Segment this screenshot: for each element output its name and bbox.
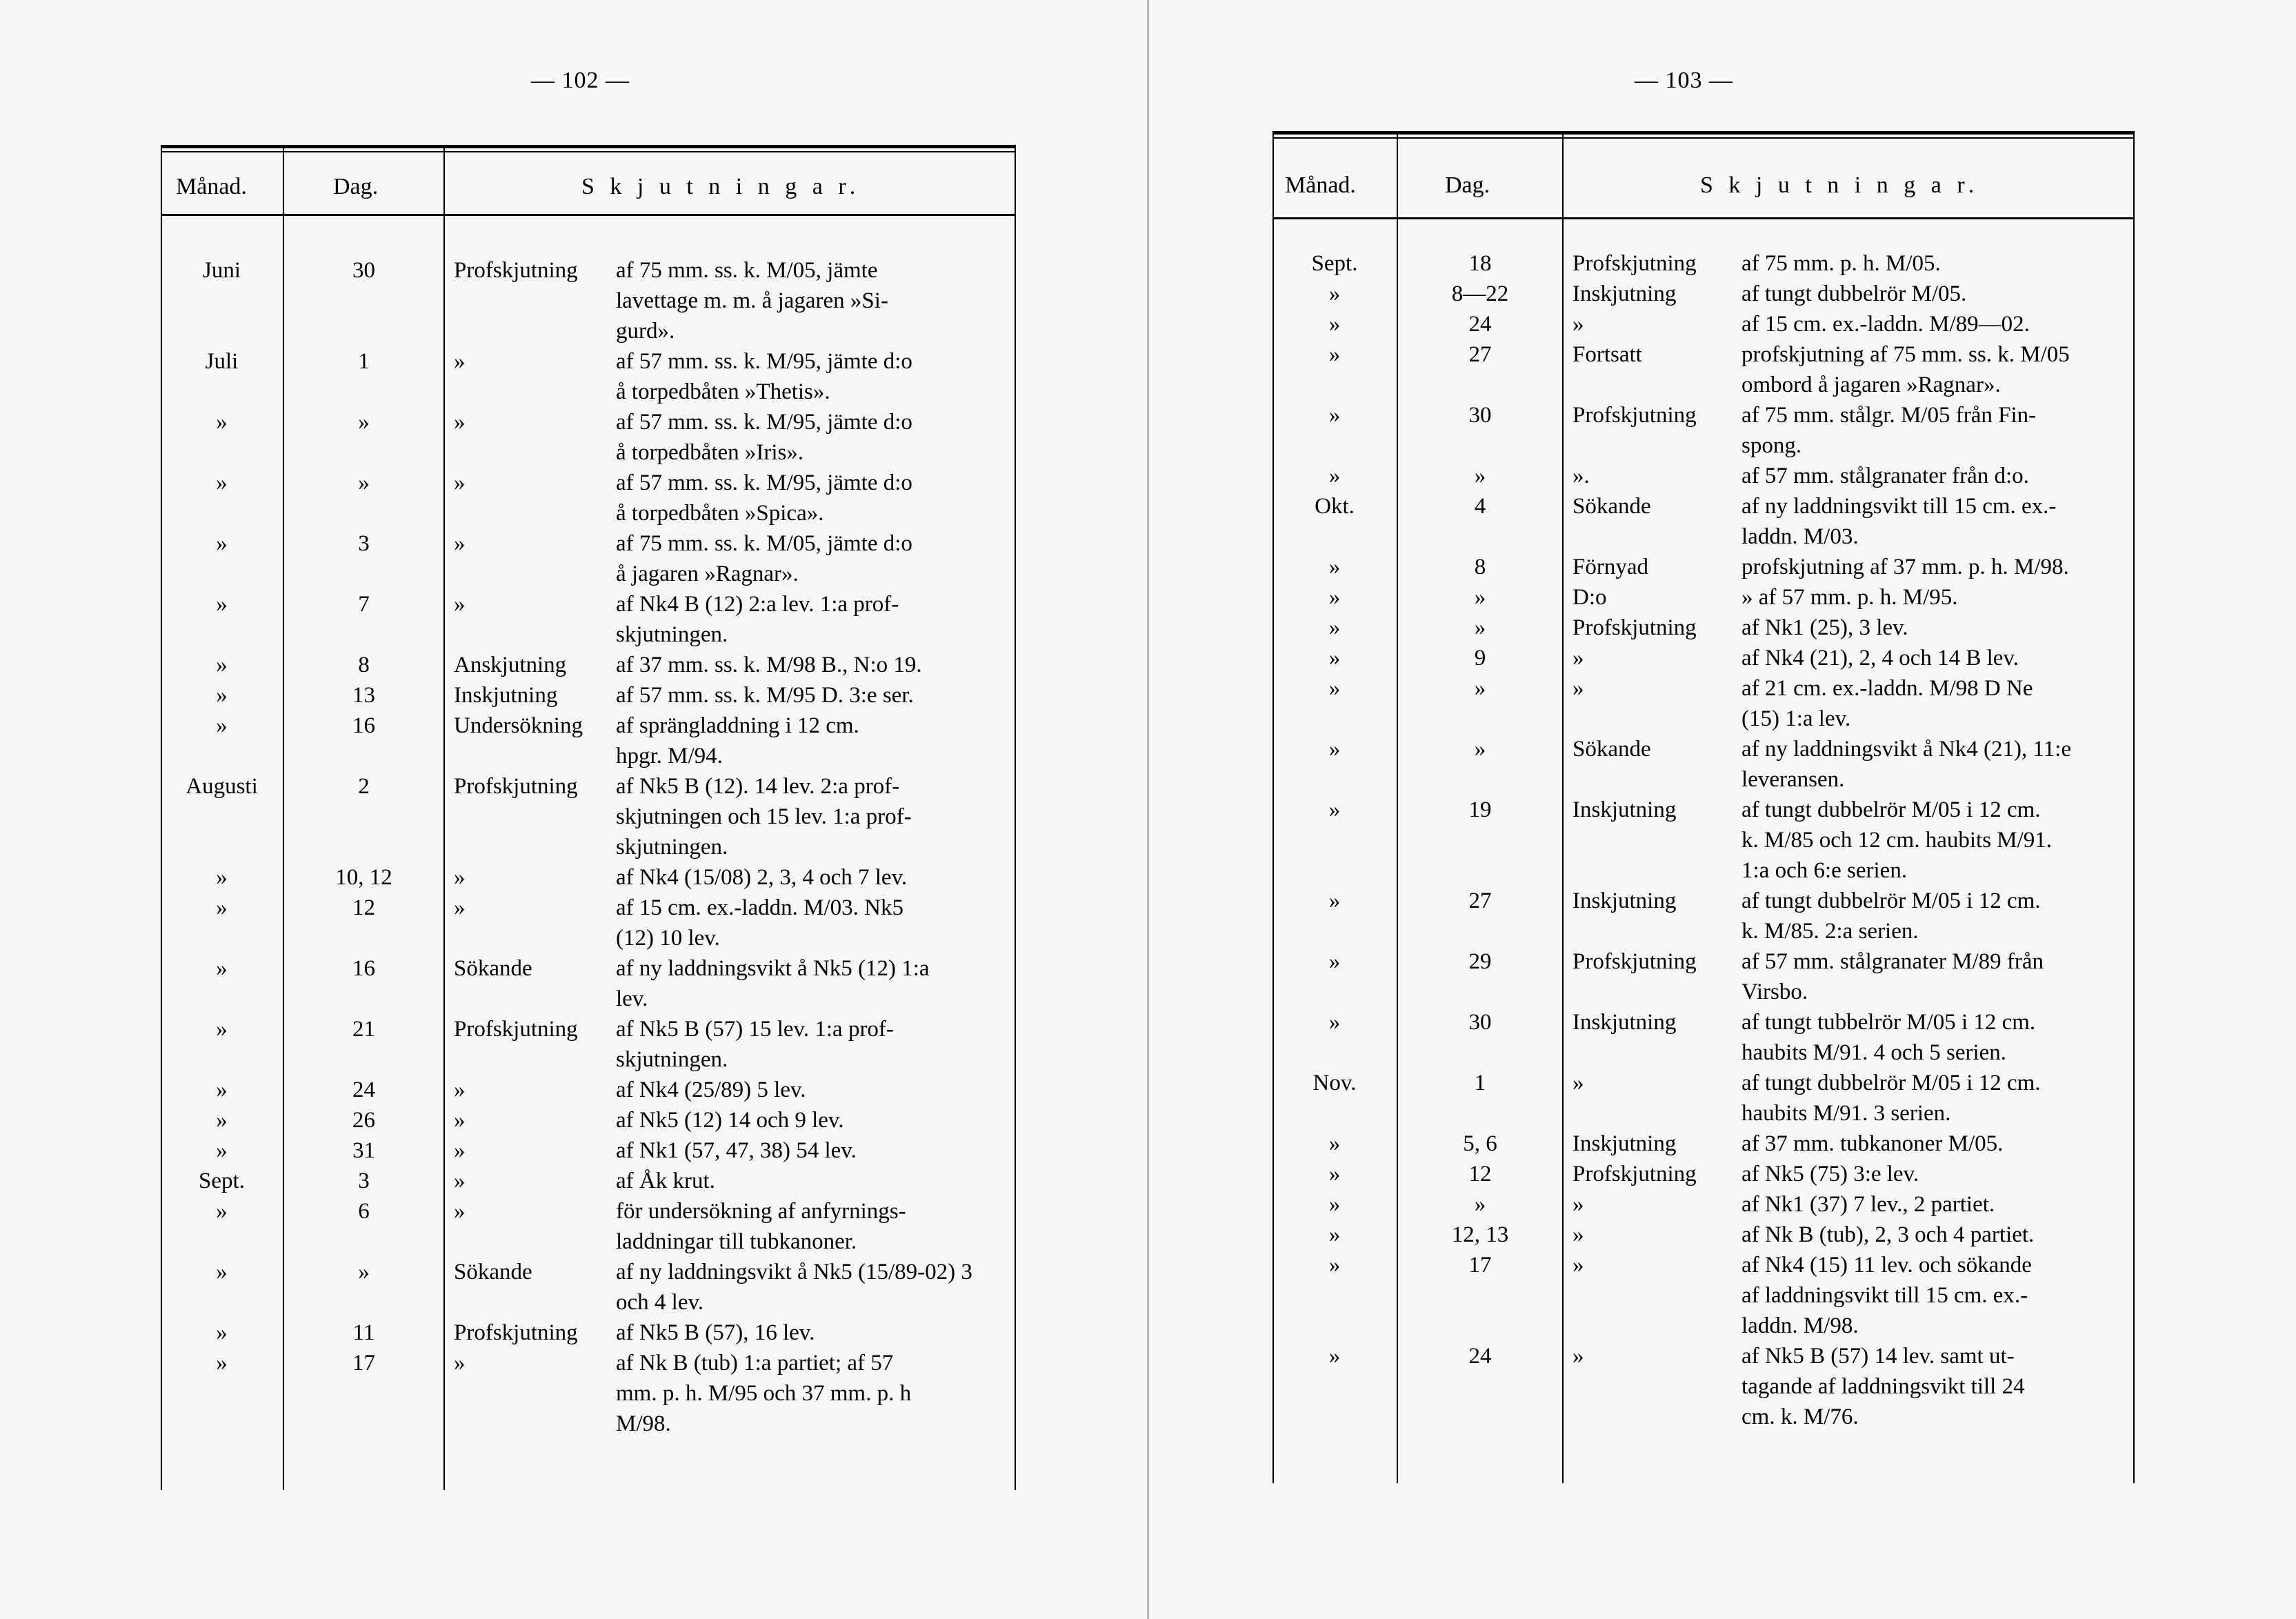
entry-text-continued: 1:a och 6:e serien.	[1741, 858, 1908, 883]
entry-text: af tungt dubbelrör M/05 i 12 cm.	[1741, 1071, 2041, 1095]
entry-type: Sökande	[454, 1260, 532, 1284]
entry-text: profskjutning af 37 mm. p. h. M/98.	[1741, 555, 2069, 579]
day-cell: 31	[352, 1138, 375, 1163]
entry-text-continued: lavettage m. m. å jagaren »Si-	[616, 288, 888, 313]
day-cell: 30	[1468, 403, 1492, 428]
month-cell: »	[1328, 312, 1341, 337]
entry-text-continued: och 4 lev.	[616, 1290, 704, 1315]
entry-text-continued: tagande af laddningsvikt till 24	[1741, 1374, 2025, 1399]
day-cell: 8	[358, 653, 370, 677]
day-cell: 29	[1468, 949, 1492, 974]
entry-text-continued: hpgr. M/94.	[616, 744, 723, 768]
month-cell: Sept.	[1311, 251, 1358, 276]
entry-type: Inskjutning	[1573, 281, 1677, 306]
month-cell: Sept.	[199, 1169, 245, 1193]
month-cell: »	[216, 1017, 228, 1042]
table-row	[1272, 1129, 2135, 1159]
month-cell: Juli	[205, 349, 239, 374]
header-rule	[161, 214, 1016, 216]
table-row	[161, 528, 1016, 589]
month-cell: »	[1328, 1344, 1341, 1369]
entry-type: Inskjutning	[454, 683, 558, 708]
header-events: S k j u t n i n g a r.	[581, 174, 861, 199]
day-cell: 17	[352, 1351, 375, 1375]
entry-text: af Nk5 B (57), 16 lev.	[616, 1320, 815, 1345]
entry-text-continued: M/98.	[616, 1411, 671, 1436]
day-cell: »	[1474, 737, 1486, 762]
entry-text: af Nk5 B (12). 14 lev. 2:a prof-	[616, 774, 900, 799]
day-cell: 30	[1468, 1010, 1492, 1035]
entry-text: af Nk4 (21), 2, 4 och 14 B lev.	[1741, 646, 2019, 671]
entry-type: »	[454, 410, 466, 435]
table-row	[1272, 491, 2135, 552]
entry-text-continued: haubits M/91. 4 och 5 serien.	[1741, 1040, 2007, 1065]
entry-type: »	[454, 1138, 466, 1163]
table-row	[161, 407, 1016, 468]
entry-text: af 37 mm. ss. k. M/98 B., N:o 19.	[616, 653, 922, 677]
entry-type: Anskjutning	[454, 653, 567, 677]
table-row	[1272, 734, 2135, 795]
table-row	[1272, 946, 2135, 1007]
day-cell: 8—22	[1451, 281, 1509, 306]
month-cell: »	[216, 531, 228, 556]
entry-text: af sprängladdning i 12 cm.	[616, 713, 859, 738]
entry-text: af 15 cm. ex.-laddn. M/89—02.	[1741, 312, 2030, 337]
entry-text: af 75 mm. ss. k. M/05, jämte d:o	[616, 531, 912, 556]
top-rule-thin	[1272, 137, 2135, 139]
top-rule	[161, 145, 1016, 148]
entry-type: Sökande	[454, 956, 532, 981]
entry-text: af 57 mm. ss. k. M/95, jämte d:o	[616, 410, 912, 435]
entry-type: D:o	[1573, 585, 1607, 610]
entry-text: af Nk4 B (12) 2:a lev. 1:a prof-	[616, 592, 899, 617]
entry-text: af Nk5 B (57) 14 lev. samt ut-	[1741, 1344, 2015, 1369]
entry-text-continued: k. M/85 och 12 cm. haubits M/91.	[1741, 828, 2053, 853]
month-cell: »	[216, 1199, 228, 1224]
entry-type: »	[454, 349, 466, 374]
day-cell: 27	[1468, 888, 1492, 913]
month-cell: Juni	[202, 258, 241, 283]
day-cell: 2	[358, 774, 370, 799]
entry-text-continued: (15) 1:a lev.	[1741, 706, 1851, 731]
month-cell: »	[1328, 585, 1341, 610]
month-cell: »	[216, 1260, 228, 1284]
entry-text-continued: gurd».	[616, 319, 675, 344]
month-cell: »	[216, 1077, 228, 1102]
table-row	[1272, 1189, 2135, 1220]
entry-type: Profskjutning	[1573, 251, 1697, 276]
entry-type: Inskjutning	[1573, 888, 1677, 913]
entry-text: af ny laddningsvikt å Nk5 (15/89-02) 3	[616, 1260, 972, 1284]
entry-text: af 15 cm. ex.-laddn. M/03. Nk5	[616, 895, 904, 920]
entry-text-continued: skjutningen.	[616, 622, 728, 647]
entry-type: Fortsatt	[1573, 342, 1642, 367]
month-cell: »	[1328, 888, 1341, 913]
entry-type: Undersökning	[454, 713, 583, 738]
day-cell: 7	[358, 592, 370, 617]
month-cell: »	[1328, 1192, 1341, 1217]
table-row	[1272, 552, 2135, 582]
table-row	[161, 1014, 1016, 1075]
entry-text: af Åk krut.	[616, 1169, 715, 1193]
day-cell: 1	[358, 349, 370, 374]
entry-type: »	[454, 1351, 466, 1375]
entry-text: af 75 mm. ss. k. M/05, jämte	[616, 258, 878, 283]
table-row	[161, 1105, 1016, 1135]
table-row	[161, 1257, 1016, 1318]
table-row	[161, 1196, 1016, 1257]
entry-text-continued: skjutningen.	[616, 835, 728, 860]
entry-type: Profskjutning	[1573, 1162, 1697, 1186]
entry-text: af ny laddningsvikt till 15 cm. ex.-	[1741, 494, 2057, 519]
entry-text: af ny laddningsvikt å Nk4 (21), 11:e	[1741, 737, 2072, 762]
day-cell: »	[358, 410, 370, 435]
table-row	[161, 346, 1016, 407]
entry-type: ».	[1573, 464, 1590, 488]
day-cell: 3	[358, 1169, 370, 1193]
day-cell: 10, 12	[335, 865, 392, 890]
top-rule	[1272, 131, 2135, 135]
entry-text: af 57 mm. ss. k. M/95, jämte d:o	[616, 349, 912, 374]
entry-text: af 57 mm. stålgranater M/89 från	[1741, 949, 2044, 974]
month-cell: »	[1328, 1131, 1341, 1156]
entry-text-continued: haubits M/91. 3 serien.	[1741, 1101, 1951, 1126]
entry-text: af Nk1 (57, 47, 38) 54 lev.	[616, 1138, 857, 1163]
table-row	[1272, 400, 2135, 461]
table-row	[161, 1135, 1016, 1166]
month-cell: »	[216, 410, 228, 435]
month-cell: »	[1328, 1253, 1341, 1278]
table-row	[161, 862, 1016, 893]
month-cell: »	[1328, 1010, 1341, 1035]
entry-type: »	[454, 470, 466, 495]
day-cell: 8	[1474, 555, 1486, 579]
entry-type: »	[1573, 1192, 1584, 1217]
entry-type: »	[454, 592, 466, 617]
month-cell: »	[216, 895, 228, 920]
month-cell: »	[216, 1351, 228, 1375]
entry-text: af 75 mm. stålgr. M/05 från Fin-	[1741, 403, 2037, 428]
day-cell: 30	[352, 258, 375, 283]
entry-text: profskjutning af 75 mm. ss. k. M/05	[1741, 342, 2070, 367]
page-number: — 103 —	[1635, 68, 1733, 93]
entry-type: »	[1573, 1071, 1584, 1095]
entry-text: af tungt dubbelrör M/05.	[1741, 281, 1967, 306]
entry-type: »	[1573, 1222, 1584, 1247]
entry-type: Profskjutning	[454, 258, 578, 283]
entry-text: af Nk B (tub), 2, 3 och 4 partiet.	[1741, 1222, 2035, 1247]
entry-type: »	[1573, 676, 1584, 701]
day-cell: 17	[1468, 1253, 1492, 1278]
entry-text: af 57 mm. stålgranater från d:o.	[1741, 464, 2029, 488]
table-row	[1272, 339, 2135, 400]
entry-text: af tungt dubbelrör M/05 i 12 cm.	[1741, 888, 2041, 913]
entry-type: Förnyad	[1573, 555, 1648, 579]
day-cell: 5, 6	[1463, 1131, 1497, 1156]
day-cell: 26	[352, 1108, 375, 1133]
entry-type: Inskjutning	[1573, 1131, 1677, 1156]
table-row	[161, 1348, 1016, 1439]
day-cell: 1	[1474, 1071, 1486, 1095]
table-row	[1272, 886, 2135, 946]
month-cell: »	[1328, 555, 1341, 579]
day-cell: »	[1474, 676, 1486, 701]
table-row	[161, 255, 1016, 346]
month-cell: »	[216, 470, 228, 495]
entry-text: af Nk B (tub) 1:a partiet; af 57	[616, 1351, 894, 1375]
table-row	[161, 953, 1016, 1014]
day-cell: »	[1474, 615, 1486, 640]
entry-type: »	[454, 1199, 466, 1224]
table-row	[1272, 461, 2135, 491]
table-row	[161, 589, 1016, 650]
table-row	[1272, 248, 2135, 279]
table-row	[161, 893, 1016, 953]
day-cell: 12, 13	[1451, 1222, 1509, 1247]
table-row	[1272, 673, 2135, 734]
right-page	[1148, 0, 2296, 1619]
day-cell: »	[1474, 464, 1486, 488]
month-cell: »	[1328, 676, 1341, 701]
entry-text: af tungt tubbelrör M/05 i 12 cm.	[1741, 1010, 2036, 1035]
month-cell: »	[216, 1108, 228, 1133]
entry-type: Profskjutning	[454, 1320, 578, 1345]
entry-text-continued: laddn. M/98.	[1741, 1313, 1859, 1338]
day-cell: 12	[1468, 1162, 1492, 1186]
entry-text: af 75 mm. p. h. M/05.	[1741, 251, 1941, 276]
table-row	[1272, 279, 2135, 309]
entry-type: Sökande	[1573, 494, 1651, 519]
month-cell: »	[216, 592, 228, 617]
entry-text: af Nk5 B (57) 15 lev. 1:a prof-	[616, 1017, 894, 1042]
day-cell: 19	[1468, 797, 1492, 822]
month-cell: »	[216, 865, 228, 890]
entry-text-continued: (12) 10 lev.	[616, 926, 720, 951]
header-events: S k j u t n i n g a r.	[1700, 172, 1979, 198]
month-cell: Augusti	[186, 774, 258, 799]
header-day: Dag.	[1445, 172, 1490, 198]
entry-text: af Nk1 (25), 3 lev.	[1741, 615, 1908, 640]
header-day: Dag.	[333, 174, 379, 199]
month-cell: »	[216, 653, 228, 677]
month-cell: »	[1328, 797, 1341, 822]
day-cell: »	[358, 1260, 370, 1284]
table-row	[1272, 309, 2135, 339]
entry-type: Inskjutning	[1573, 1010, 1677, 1035]
month-cell: Okt.	[1315, 494, 1355, 519]
entry-text: af Nk1 (37) 7 lev., 2 partiet.	[1741, 1192, 1995, 1217]
month-cell: »	[216, 1320, 228, 1345]
header-rule	[1272, 217, 2135, 219]
entry-text-continued: ombord å jagaren »Ragnar».	[1741, 373, 2001, 397]
day-cell: 21	[352, 1017, 375, 1042]
top-rule-thin	[161, 151, 1016, 152]
day-cell: 6	[358, 1199, 370, 1224]
month-cell: »	[1328, 403, 1341, 428]
month-cell: »	[216, 683, 228, 708]
day-cell: 18	[1468, 251, 1492, 276]
day-cell: 11	[352, 1320, 375, 1345]
entry-type: »	[454, 1169, 466, 1193]
entry-type: »	[1573, 1344, 1584, 1369]
entry-type: Profskjutning	[1573, 403, 1697, 428]
table-row	[1272, 582, 2135, 613]
month-cell: »	[216, 956, 228, 981]
entry-text-continued: laddningar till tubkanoner.	[616, 1229, 857, 1254]
entry-type: Profskjutning	[1573, 949, 1697, 974]
entry-type: Profskjutning	[454, 774, 578, 799]
entry-type: »	[1573, 312, 1584, 337]
table-row	[161, 1166, 1016, 1196]
day-cell: »	[358, 470, 370, 495]
table-row	[161, 1075, 1016, 1105]
month-cell: »	[216, 713, 228, 738]
month-cell: »	[1328, 342, 1341, 367]
entry-text-continued: skjutningen och 15 lev. 1:a prof-	[616, 804, 912, 829]
entry-text: af 37 mm. tubkanoner M/05.	[1741, 1131, 2004, 1156]
table-row	[1272, 1250, 2135, 1341]
day-cell: 24	[1468, 1344, 1492, 1369]
table-row	[1272, 1341, 2135, 1432]
entry-text: af Nk4 (15) 11 lev. och sökande	[1741, 1253, 2032, 1278]
entry-type: »	[454, 865, 466, 890]
day-cell: 3	[358, 531, 370, 556]
table-row	[1272, 1007, 2135, 1068]
month-cell: »	[1328, 1222, 1341, 1247]
entry-text: af ny laddningsvikt å Nk5 (12) 1:a	[616, 956, 930, 981]
entry-type: »	[454, 1077, 466, 1102]
entry-text-continued: cm. k. M/76.	[1741, 1404, 1859, 1429]
page-number: — 102 —	[531, 68, 630, 93]
entry-text-continued: å torpedbåten »Iris».	[616, 440, 804, 465]
day-cell: 13	[352, 683, 375, 708]
entry-text: af Nk4 (25/89) 5 lev.	[616, 1077, 806, 1102]
entry-text: för undersökning af anfyrnings-	[616, 1199, 906, 1224]
day-cell: 12	[352, 895, 375, 920]
entry-text-continued: å jagaren »Ragnar».	[616, 562, 799, 586]
entry-text: af tungt dubbelrör M/05 i 12 cm.	[1741, 797, 2041, 822]
month-cell: »	[1328, 737, 1341, 762]
table-row	[1272, 643, 2135, 673]
entry-text: af 21 cm. ex.-laddn. M/98 D Ne	[1741, 676, 2033, 701]
entry-type: »	[1573, 646, 1584, 671]
shooting-table	[1272, 131, 2135, 1483]
entry-text-continued: lev.	[616, 986, 648, 1011]
entry-text-continued: Virsbo.	[1741, 980, 1808, 1004]
entry-text: af Nk5 (75) 3:e lev.	[1741, 1162, 1919, 1186]
month-cell: »	[1328, 646, 1341, 671]
entry-text: af 57 mm. ss. k. M/95 D. 3:e ser.	[616, 683, 914, 708]
month-cell: »	[1328, 464, 1341, 488]
day-cell: 27	[1468, 342, 1492, 367]
day-cell: 4	[1474, 494, 1486, 519]
day-cell: 16	[352, 713, 375, 738]
table-row	[161, 711, 1016, 771]
day-cell: 24	[1468, 312, 1492, 337]
entry-text-continued: leveransen.	[1741, 767, 1845, 792]
entry-text: af Nk4 (15/08) 2, 3, 4 och 7 lev.	[616, 865, 908, 890]
table-row	[1272, 795, 2135, 886]
month-cell: »	[216, 1138, 228, 1163]
entry-type: »	[1573, 1253, 1584, 1278]
day-cell: »	[1474, 585, 1486, 610]
entry-type: Sökande	[1573, 737, 1651, 762]
month-cell: »	[1328, 281, 1341, 306]
entry-text-continued: af laddningsvikt till 15 cm. ex.-	[1741, 1283, 2028, 1308]
entry-type: »	[454, 531, 466, 556]
entry-type: »	[454, 895, 466, 920]
table-row	[161, 468, 1016, 528]
entry-type: Profskjutning	[454, 1017, 578, 1042]
entry-text: af Nk5 (12) 14 och 9 lev.	[616, 1108, 844, 1133]
header-month: Månad.	[1285, 172, 1356, 198]
header-month: Månad.	[176, 174, 247, 199]
day-cell: 16	[352, 956, 375, 981]
table-row	[161, 771, 1016, 862]
entry-text-continued: k. M/85. 2:a serien.	[1741, 919, 1919, 944]
day-cell: »	[1474, 1192, 1486, 1217]
entry-text: » af 57 mm. p. h. M/95.	[1741, 585, 1958, 610]
entry-text: af 57 mm. ss. k. M/95, jämte d:o	[616, 470, 912, 495]
month-cell: »	[1328, 1162, 1341, 1186]
month-cell: »	[1328, 949, 1341, 974]
table-row	[1272, 1159, 2135, 1189]
table-row	[1272, 613, 2135, 643]
shooting-table	[161, 145, 1016, 1490]
table-row	[161, 1318, 1016, 1348]
month-cell: Nov.	[1312, 1071, 1357, 1095]
table-row	[1272, 1068, 2135, 1129]
day-cell: 9	[1474, 646, 1486, 671]
table-row	[161, 650, 1016, 680]
entry-type: Profskjutning	[1573, 615, 1697, 640]
day-cell: 24	[352, 1077, 375, 1102]
entry-text-continued: spong.	[1741, 433, 1802, 458]
table-row	[161, 680, 1016, 711]
table-row	[1272, 1220, 2135, 1250]
entry-text-continued: å torpedbåten »Thetis».	[616, 379, 830, 404]
entry-text-continued: laddn. M/03.	[1741, 524, 1859, 549]
entry-type: Inskjutning	[1573, 797, 1677, 822]
entry-type: »	[454, 1108, 466, 1133]
entry-text-continued: å torpedbåten »Spica».	[616, 501, 824, 526]
month-cell: »	[1328, 615, 1341, 640]
entry-text-continued: skjutningen.	[616, 1047, 728, 1072]
entry-text-continued: mm. p. h. M/95 och 37 mm. p. h	[616, 1381, 912, 1406]
